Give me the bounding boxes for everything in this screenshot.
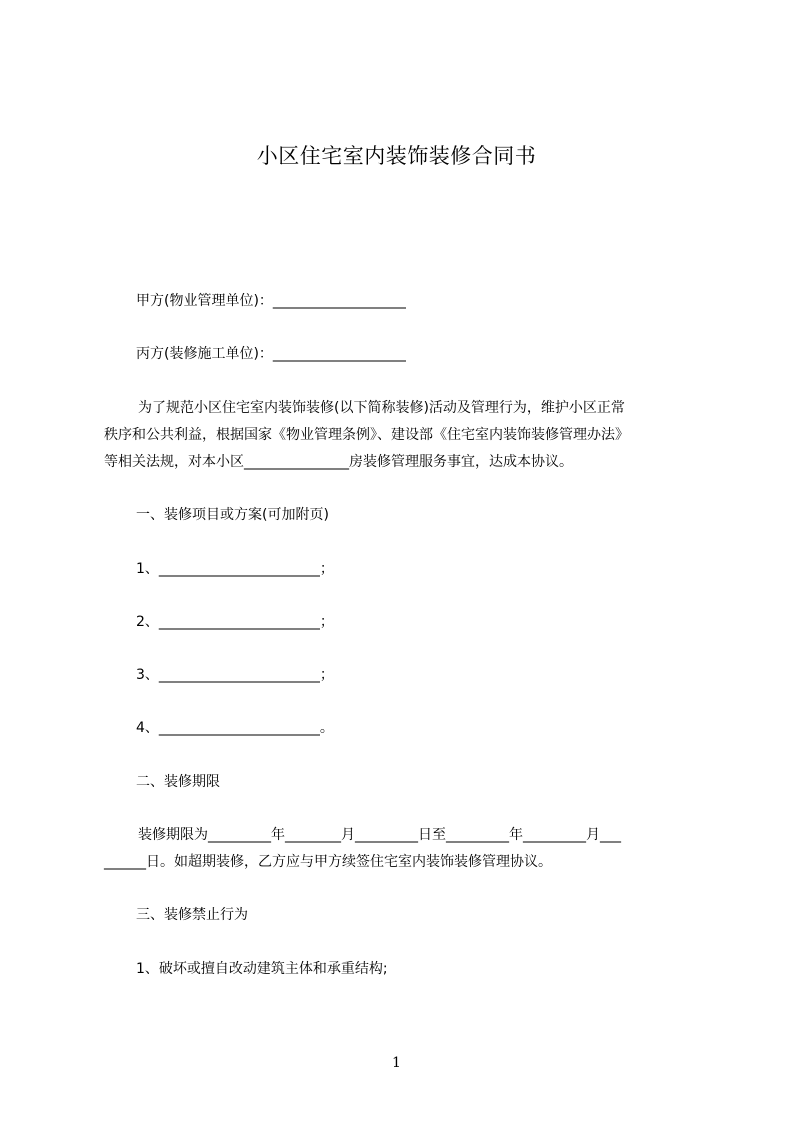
blank-item: 3、_______________________； xyxy=(136,667,334,683)
blank-item: 4、_______________________。 xyxy=(136,720,334,736)
section-heading: 一、装修项目或方案(可加附页) xyxy=(136,507,329,523)
blank-item: 1、_______________________； xyxy=(136,561,334,577)
intro-paragraph-line: 秩序和公共利益，根据国家《物业管理条例》、建设部《住宅室内装饰装修管理办法》 xyxy=(104,427,629,443)
page-number: 1 xyxy=(392,1055,401,1071)
period-line: ______日。如超期装修，乙方应与甲方续签住宅室内装饰装修管理协议。 xyxy=(104,854,552,870)
section-heading: 三、装修禁止行为 xyxy=(136,907,248,923)
intro-paragraph-line: 等相关法规，对本小区_______________房装修管理服务事宜，达成本协议。 xyxy=(104,454,573,470)
blank-item: 2、_______________________； xyxy=(136,614,334,630)
party-c-line: 丙方(装修施工单位)：___________________ xyxy=(136,346,406,362)
intro-paragraph-line: 为了规范小区住宅室内装饰装修(以下简称装修)活动及管理行为，维护小区正常 xyxy=(138,400,625,416)
period-line: 装修期限为_________年________月_________日至_________年_________月___ xyxy=(138,827,621,843)
document-title: 小区住宅室内装饰装修合同书 xyxy=(256,144,537,168)
party-a-line: 甲方(物业管理单位)：___________________ xyxy=(136,293,406,309)
prohibition-item: 1、破坏或擅自改动建筑主体和承重结构; xyxy=(136,961,388,977)
section-heading: 二、装修期限 xyxy=(136,774,220,790)
